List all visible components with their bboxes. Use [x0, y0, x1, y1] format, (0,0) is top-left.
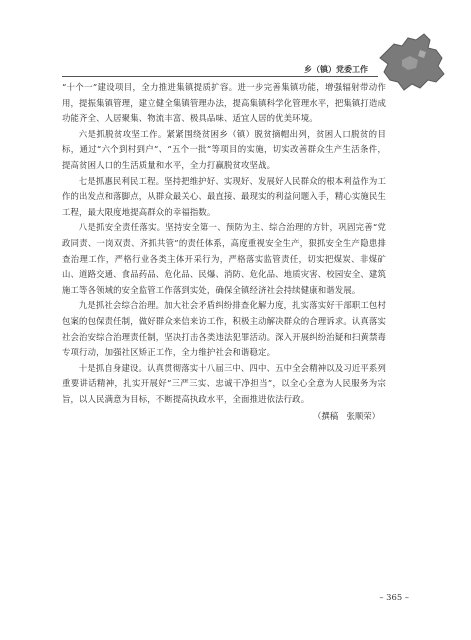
- paragraph: 九是抓社会综合治理。加大社会矛盾纠纷排查化解力度，扎实落实好干部职工包村包案的包保责任制，做好群众来信来访工作，积极主动解决群众的合理诉求。认真落实社会治安综合治理责任制，坚决打击各类违法犯罪活动。深入开展纠纷治疑和扫黄禁毒专项行动，加强社区矫正工作，全力维护社会和谐稳定。: [62, 300, 386, 358]
- paragraph: 七是抓惠民利民工程。坚持把维护好、实现好、发展好人民群众的根本利益作为工作的出发点和落脚点，从群众最关心、最直接、最现实的利益问题入手，精心实施民生工程，最大限度地提高群众的幸福指数。: [62, 175, 386, 217]
- author-signature: （撰稿 张顺荣）: [313, 411, 380, 422]
- paragraph: 十是抓自身建设。认真贯彻落实十八届三中、四中、五中全会精神以及习近平系列重要讲话精神，扎实开展好“三严三实、忠诚干净担当”，以全心全意为人民服务为宗旨，以人民满意为目标，不断提高执政水平，全面推进依法行政。: [62, 362, 386, 404]
- section-title: 乡（镇）党委工作: [304, 65, 368, 74]
- paragraph: “十个一”建设项目，全力推进集镇提质扩容。进一步完善集镇功能，增强辐射带动作用，提振集镇管理，建立健全集镇管理办法，提高集镇科学化管理水平，把集镇打造成功能齐全、人居聚集、物流丰富、极具品味、适宜人居的优美环境。: [62, 82, 386, 124]
- header-rule: [62, 76, 378, 77]
- page-number: – 365 –: [379, 592, 409, 602]
- paragraph: 八是抓安全责任落实。坚持安全第一、预防为主、综合治理的方针，巩固完善“党政同责、一岗双责、齐抓共管”的责任体系，高度重视安全生产，狠抓安全生产隐患排查治理工作，严格行业各类主体开采行为，严格落实监管责任，切实把煤炭、非煤矿山、道路交通、食品药品、危化品、民爆、消防、危化品、地质灾害、校园安全、建筑施工等各领域的安全监管工作落到实处，确保全镇经济社会持续健康和谐发展。: [62, 222, 386, 295]
- document-body: [62, 80, 386, 425]
- paragraph: 六是抓脱贫攻坚工作。紧紧围绕贫困乡（镇）脱贫摘帽出列，贫困人口脱贫的目标，通过“六个到村到户”、“五个一批”等项目的实施，切实改善群众生产生活条件，提高贫困人口的生活质量和水平，全力打赢脱贫攻坚战。: [62, 128, 386, 170]
